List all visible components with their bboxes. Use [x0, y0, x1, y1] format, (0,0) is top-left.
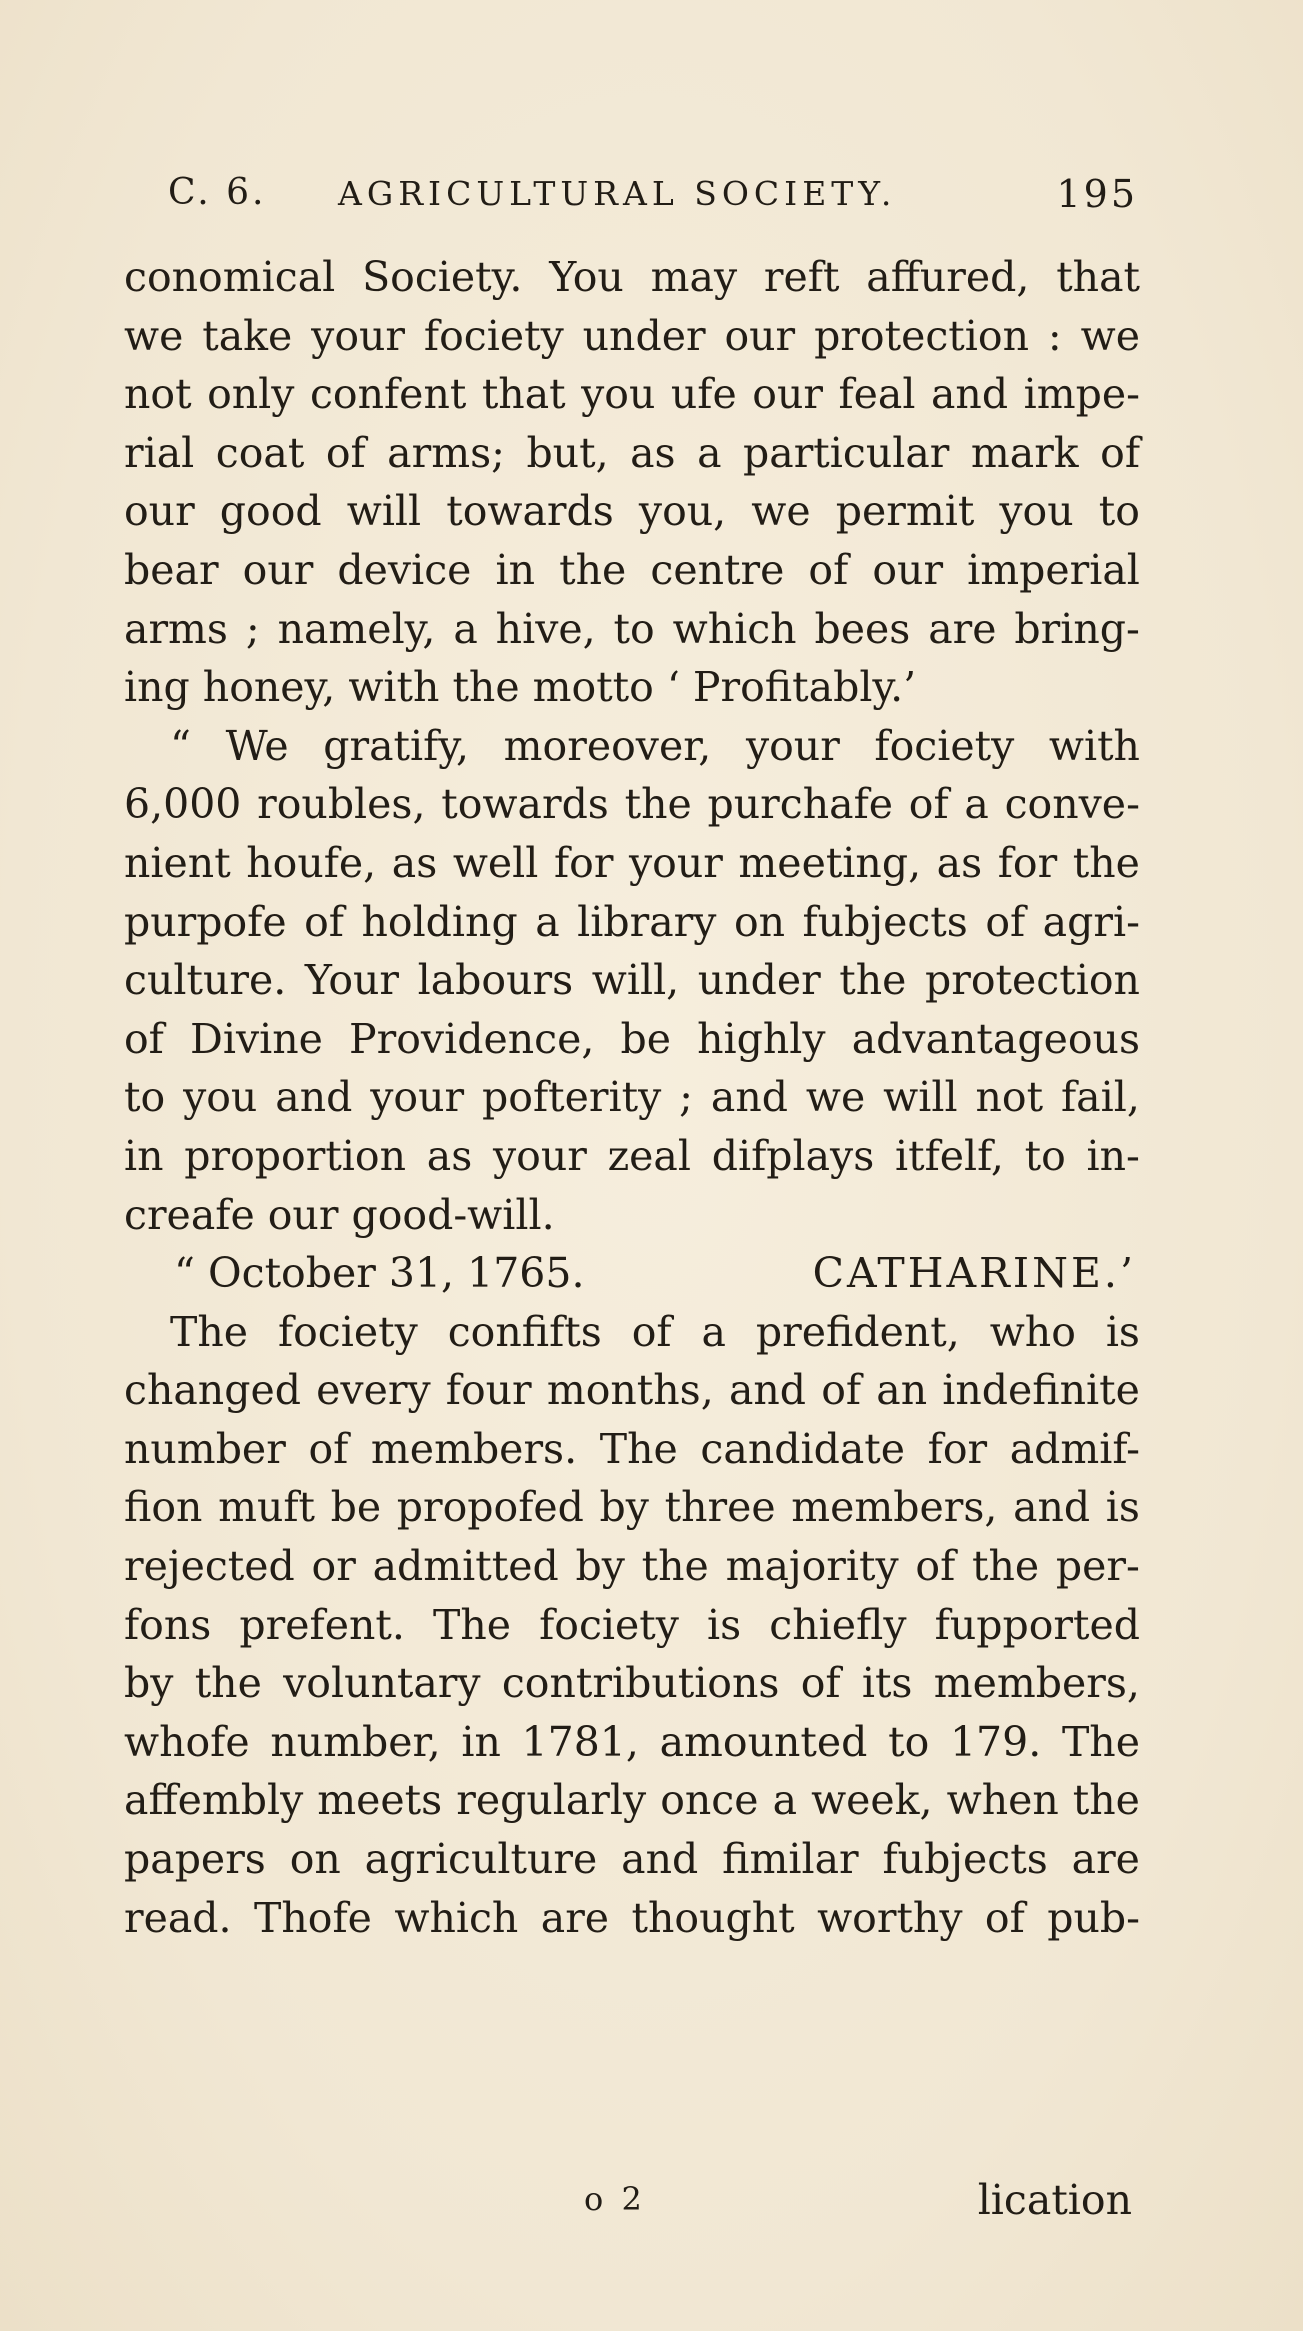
text-block-society [124, 1303, 1140, 1948]
dateline [124, 1244, 1140, 1303]
text-line: 6,000 roubles, towards the purchafe of a conve- [124, 780, 1140, 829]
text-line: arms ; namely, a hive, to which bees are bring- [124, 604, 1140, 653]
text-line: The fociety confifts of a prefident, who is [170, 1307, 1140, 1356]
text-line: fons prefent. The fociety is chiefly fupported [124, 1600, 1140, 1649]
text-block-letter [124, 248, 1140, 1244]
text-line: culture. Your labours will, under the protection [124, 956, 1140, 1005]
text-line: read. Thofe which are thought worthy of pub- [124, 1893, 1140, 1942]
page-body [124, 248, 1140, 1947]
text-line: number of members. The candidate for admif- [124, 1424, 1140, 1473]
text-line: creafe our good-will. [124, 1190, 555, 1239]
text-line: purpofe of holding a library on fubjects of agri- [124, 897, 1140, 946]
text-line: changed every four months, and of an indefinite [124, 1366, 1140, 1415]
text-line: ing honey, with the motto ‘ Profitably.’ [124, 663, 917, 712]
text-line: conomical Society. You may reft affured, that [124, 253, 1140, 301]
text-line: papers on agriculture and fimilar fubjects are [124, 1835, 1140, 1884]
text-line: of Divine Providence, be highly advantageous [124, 1014, 1140, 1063]
text-line: rejected or admitted by the majority of the per- [124, 1542, 1140, 1591]
chapter-label: C. 6. [168, 172, 267, 213]
text-line: to you and your pofterity ; and we will not fail, [124, 1073, 1140, 1122]
text-line: whofe number, in 1781, amounted to 179. The [124, 1717, 1140, 1766]
text-line: fion muft be propofed by three members, and is [124, 1483, 1140, 1532]
text-line: affembly meets regularly once a week, when the [124, 1776, 1140, 1825]
text-line: we take your fociety under our protection : we [124, 311, 1140, 360]
signature-mark: o 2 [584, 2180, 646, 2218]
page-footer [124, 2176, 1140, 2234]
letter-date: “ October 31, 1765. [174, 1249, 585, 1298]
text-line: in proportion as your zeal difplays itfelf, to in- [124, 1131, 1140, 1180]
text-line: by the voluntary contributions of its members, [124, 1659, 1140, 1708]
text-line: “ We gratify, moreover, your fociety with [170, 721, 1140, 770]
text-line: our good will towards you, we permit you to [124, 487, 1140, 536]
text-line: not only confent that you ufe our feal and impe- [124, 370, 1140, 419]
text-line: nient houfe, as well for your meeting, as for the [124, 838, 1140, 887]
catchword: lication [977, 2176, 1132, 2224]
text-line: rial coat of arms; but, as a particular mark of [124, 428, 1140, 477]
running-header [168, 172, 1138, 228]
page-number: 195 [1056, 172, 1138, 216]
text-line: bear our device in the centre of our imperial [124, 545, 1140, 594]
letter-signature: CATHARINE.’ [812, 1249, 1136, 1298]
running-title: AGRICULTURAL SOCIETY. [338, 174, 897, 213]
